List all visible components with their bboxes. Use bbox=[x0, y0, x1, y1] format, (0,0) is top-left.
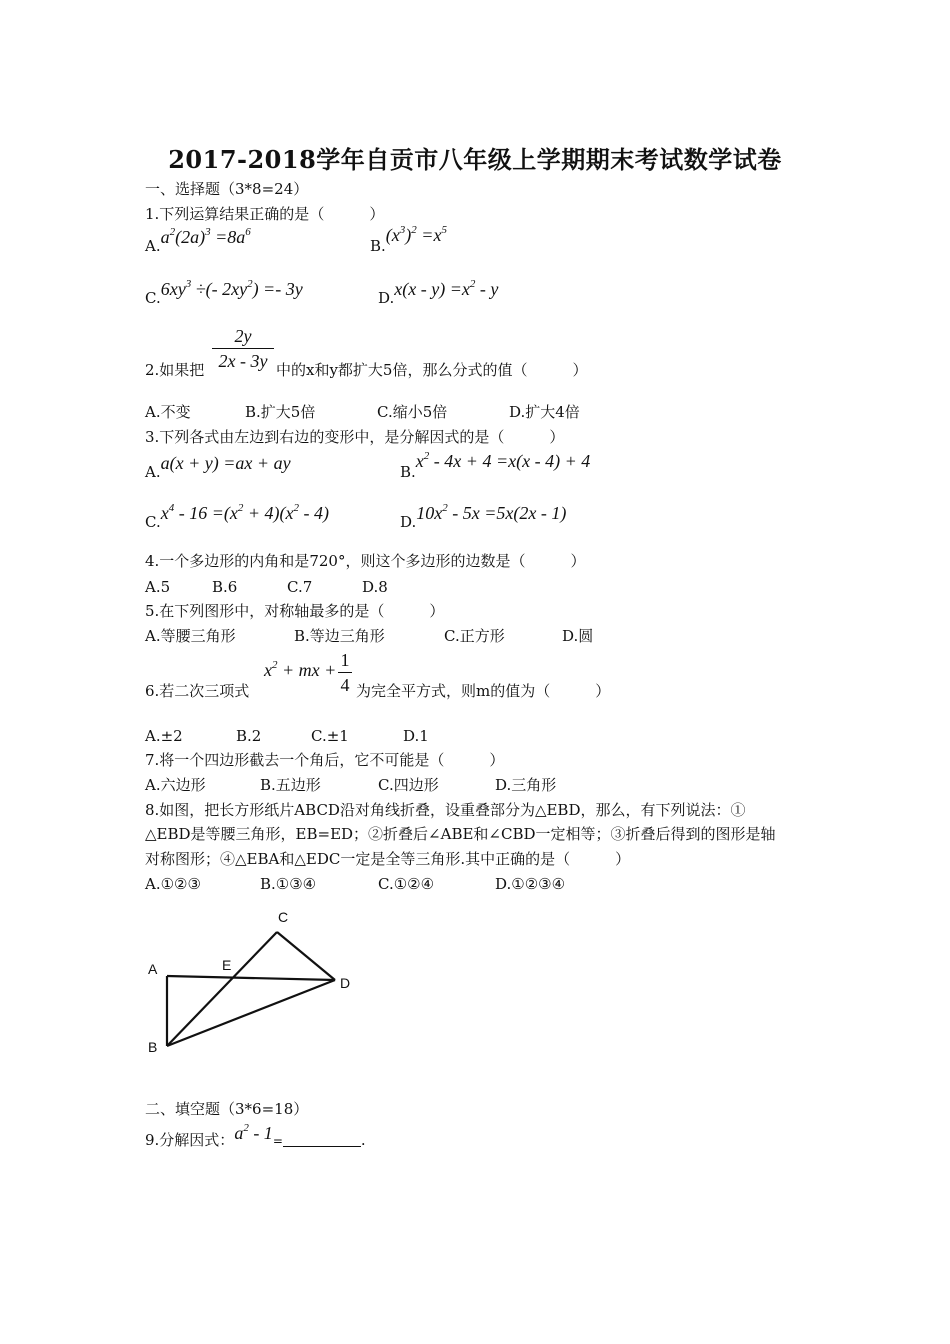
edge-b-c bbox=[167, 932, 277, 1046]
q9-end: . bbox=[360, 1131, 366, 1149]
edge-b-d bbox=[167, 980, 335, 1046]
q9-prefix: 9.分解因式： bbox=[145, 1131, 235, 1149]
q6-option-c: C.±1 bbox=[311, 727, 349, 745]
q8-fold-figure bbox=[140, 900, 360, 1070]
q7-option-a: A.六边形 bbox=[145, 776, 206, 794]
q2-fraction-denominator: 2x - 3y bbox=[218, 351, 268, 371]
exam-title: 2017-2018学年自贡市八年级上学期期末考试数学试卷 bbox=[168, 145, 782, 174]
q3-stem: 3.下列各式由左边到右边的变形中，是分解因式的是（ ） bbox=[145, 428, 565, 446]
q1-option-a bbox=[145, 226, 251, 256]
q8-option-c: C.①②④ bbox=[378, 875, 435, 893]
q1-option-c bbox=[145, 278, 303, 308]
edge-c-d bbox=[277, 932, 335, 980]
q4-option-a: A.5 bbox=[145, 578, 171, 596]
label-d: D bbox=[340, 975, 351, 991]
q1-option-d-expr: $x(x - y) =x^2 - y$ bbox=[394, 278, 499, 299]
q8-option-a: A.①②③ bbox=[145, 875, 201, 893]
q2-fraction bbox=[212, 326, 274, 371]
q8-option-b: B.①③④ bbox=[260, 875, 317, 893]
q5-stem: 5.在下列图形中，对称轴最多的是（ ） bbox=[145, 602, 445, 620]
q3-option-b-label: B. bbox=[400, 463, 416, 481]
q9-line bbox=[145, 1122, 366, 1151]
q7-option-d: D.三角形 bbox=[495, 776, 557, 794]
q8-option-d: D.①②③④ bbox=[495, 875, 566, 893]
q1-option-b-label: B. bbox=[370, 237, 386, 255]
q6-option-b: B.2 bbox=[236, 727, 262, 745]
q6-option-a: A.±2 bbox=[145, 727, 183, 745]
q6-prefix: 6.若二次三项式 bbox=[145, 682, 250, 700]
section-choice-heading: 一、选择题（3*8=24） bbox=[145, 180, 309, 198]
q3-option-a-expr: a(x + y) =ax + ay bbox=[160, 453, 291, 473]
q3-option-d bbox=[400, 502, 567, 532]
label-e: E bbox=[222, 957, 232, 973]
q2-fraction-numerator: 2y bbox=[234, 326, 252, 346]
q3-option-d-expr: $10x^2 - 5x =5x(2x - 1)$ bbox=[416, 502, 567, 523]
q6-fraction-bar bbox=[338, 672, 352, 673]
q4-option-b: B.6 bbox=[212, 578, 238, 596]
q3-option-d-label: D. bbox=[400, 513, 417, 531]
q8-line-3: 对称图形；④△EBA和△EDC一定是全等三角形.其中正确的是（ ） bbox=[145, 850, 631, 868]
q3-option-c-expr: $x^4 - 16 =(x^2 + 4)(x^2 - 4)$ bbox=[160, 502, 329, 523]
q1-option-b bbox=[370, 224, 447, 256]
q5-option-c: C.正方形 bbox=[444, 627, 505, 645]
q4-option-c: C.7 bbox=[287, 578, 313, 596]
q9-expression: $a^2 - 1$ bbox=[234, 1122, 273, 1143]
q3-option-b-expr: $x^2 - 4x + 4 =x(x - 4) + 4$ bbox=[415, 450, 591, 471]
q2-option-b: B.扩大5倍 bbox=[245, 403, 316, 421]
q3-option-a-label: A. bbox=[145, 463, 161, 481]
q4-stem: 4.一个多边形的内角和是720°，则这个多边形的边数是（ ） bbox=[145, 552, 586, 570]
q4-option-d: D.8 bbox=[362, 578, 388, 596]
q1-option-a-expr: $a^2(2a)^3 =8a^6$ bbox=[160, 226, 251, 247]
label-c: C bbox=[278, 909, 289, 925]
q2-option-a: A.不变 bbox=[145, 403, 191, 421]
q7-option-b: B.五边形 bbox=[260, 776, 321, 794]
q3-option-c bbox=[145, 502, 329, 532]
q2-suffix: 中的x和y都扩大5倍，那么分式的值（ ） bbox=[276, 361, 588, 379]
q1-stem: 1.下列运算结果正确的是（ ） bbox=[145, 205, 385, 223]
q1-option-d bbox=[378, 278, 499, 308]
q3-option-a bbox=[145, 453, 291, 482]
q6-option-d: D.1 bbox=[403, 727, 429, 745]
q2-fraction-bar bbox=[212, 348, 274, 349]
q9-answer-blank[interactable] bbox=[283, 1132, 361, 1147]
q1-option-d-label: D. bbox=[378, 289, 395, 307]
section-fill-heading: 二、填空题（3*6=18） bbox=[145, 1100, 309, 1118]
q7-stem: 7.将一个四边形截去一个角后，它不可能是（ ） bbox=[145, 751, 505, 769]
q6-fraction bbox=[338, 650, 352, 695]
q8-line-2: △EBD是等腰三角形，EB=ED；②折叠后∠ABE和∠CBD一定相等；③折叠后得到的图形是轴 bbox=[145, 825, 776, 843]
q3-option-c-label: C. bbox=[145, 513, 161, 531]
q6-suffix: 为完全平方式，则m的值为（ ） bbox=[356, 682, 611, 700]
q5-option-d: D.圆 bbox=[562, 627, 594, 645]
q2-option-c: C.缩小5倍 bbox=[377, 403, 448, 421]
label-a: A bbox=[148, 961, 158, 977]
q5-option-b: B.等边三角形 bbox=[294, 627, 385, 645]
q8-line-1: 8.如图，把长方形纸片ABCD沿对角线折叠，设重叠部分为△EBD，那么，有下列说法：① bbox=[145, 801, 746, 819]
q3-option-b bbox=[400, 450, 591, 482]
q1-option-c-expr: $6xy^3$ ÷(- $2xy^2) =- 3y$ bbox=[160, 278, 303, 299]
q5-option-a: A.等腰三角形 bbox=[145, 627, 236, 645]
q1-option-c-label: C. bbox=[145, 289, 161, 307]
q2-option-d: D.扩大4倍 bbox=[509, 403, 580, 421]
q6-expression: $x^2$ + mx + bbox=[264, 659, 337, 680]
q6-fraction-numerator: 1 bbox=[340, 650, 350, 670]
q1-option-b-expr: $(x^3)^2 =x^5$ bbox=[385, 224, 447, 245]
q7-option-c: C.四边形 bbox=[378, 776, 439, 794]
q9-equals: = bbox=[272, 1134, 283, 1148]
q6-fraction-denominator: 4 bbox=[340, 675, 350, 695]
q1-option-a-label: A. bbox=[145, 237, 161, 255]
edge-a-d bbox=[167, 976, 335, 980]
label-b: B bbox=[148, 1039, 158, 1055]
q2-prefix: 2.如果把 bbox=[145, 361, 205, 379]
